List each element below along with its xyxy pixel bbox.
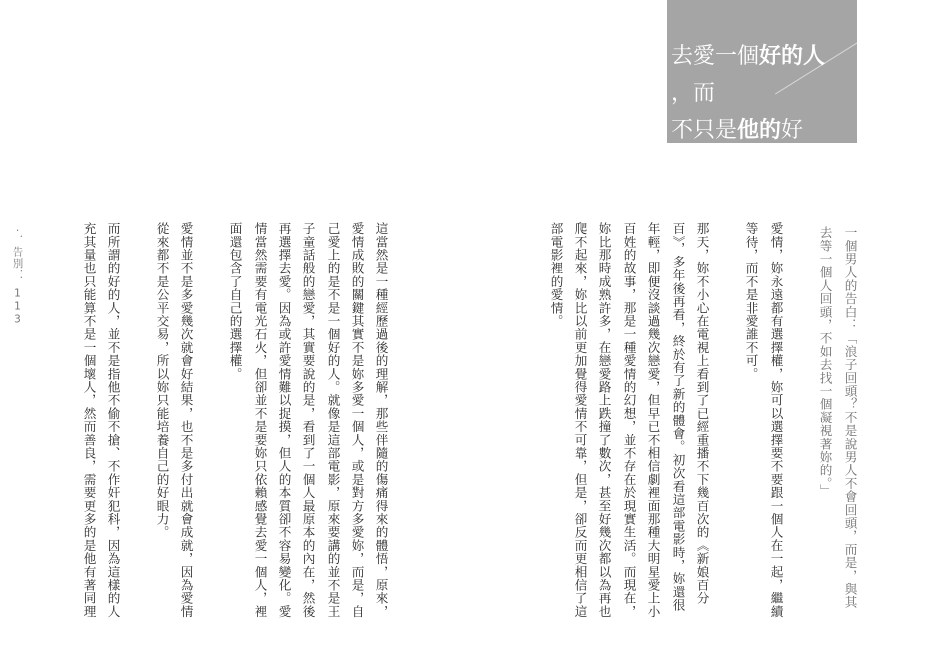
body-text-line: 等待，而不是非愛誰不可。: [743, 222, 759, 381]
intro-quote-line: 一個男人的告白：「浪子回頭？不是說男人不會回頭，而是，與其: [842, 226, 858, 609]
body-text-line: 愛情成敗的關鍵其實不是妳多愛一個人，或是對方多愛妳，而是，自: [349, 222, 365, 618]
body-text-line: 再選擇去愛。因為或許愛情難以捉摸，但人的本質卻不容易變化。愛: [276, 222, 292, 618]
body-text-line: 從來都不是公平交易，所以妳只能培養自己的好眼力。: [154, 222, 170, 539]
body-text-line: 愛情，妳永遠都有選擇權，妳可以選擇要不要跟一個人在一起，繼續: [768, 222, 784, 618]
body-text-line: 百》，多年後再看，終於有了新的體會。初次看這部電影時，妳還很: [670, 222, 686, 612]
intro-quote-line: 去等一個人回頭，不如去找一個凝視著妳的。」: [817, 226, 833, 497]
body-text-line: 部電影裡的愛情。: [548, 222, 564, 328]
title-line-1: 去愛一個好的人: [671, 44, 826, 69]
body-text-line: 而所謂的好的人，並不是指他不偷不搶、不作奸犯科，因為這樣的人: [105, 222, 121, 618]
page-folio: .．告別．．113: [11, 222, 24, 327]
body-text-line: 這當然是一種經歷過後的理解，那些伴隨的傷痛得來的體悟，原來，: [373, 222, 389, 618]
body-text-line: 那天，妳不小心在電視上看到了已經重播不下幾百次的《新娘百分: [694, 222, 710, 605]
body-text-line: 情當然需要有電光石火，但卻並不是要妳只依賴感覺去愛一個人，裡: [252, 222, 268, 618]
body-text-line: 百姓的故事，那是一種愛情的幻想，並不存在於現實生活。而現在，: [621, 222, 637, 618]
body-text-line: 愛情並不是多愛幾次就會好結果，也不是多付出就會成就，因為愛情: [178, 222, 194, 618]
body-text-line: 充其量也只能算不是一個壞人，然而善良，需要更多的是他有著同理: [81, 222, 97, 618]
body-text-line: 面還包含了自己的選擇權。: [227, 222, 243, 381]
body-text-line: 爬不起來，妳比以前更加覺得愛情不可靠，但是，卻反而更相信了這: [572, 222, 588, 618]
chapter-title-block: [667, 0, 857, 143]
body-text-line: 子童話般的戀愛，其實要說的是，看到了一個人最原本的內在，然後: [300, 222, 316, 618]
body-text-line: 己愛上的是不是一個好的人。就像是這部電影，原來要講的並不是王: [325, 222, 341, 618]
title-line-2: ，而: [671, 81, 716, 106]
body-text-line: 年輕，即便沒談過幾次戀愛，但早已不相信劇裡面那種大明星愛上小: [645, 222, 661, 618]
title-line-3: 不只是他的好: [671, 118, 804, 143]
body-text-line: 妳比那時成熟許多，在戀愛路上跌撞了數次，甚至好幾次都以為再也: [596, 222, 612, 618]
